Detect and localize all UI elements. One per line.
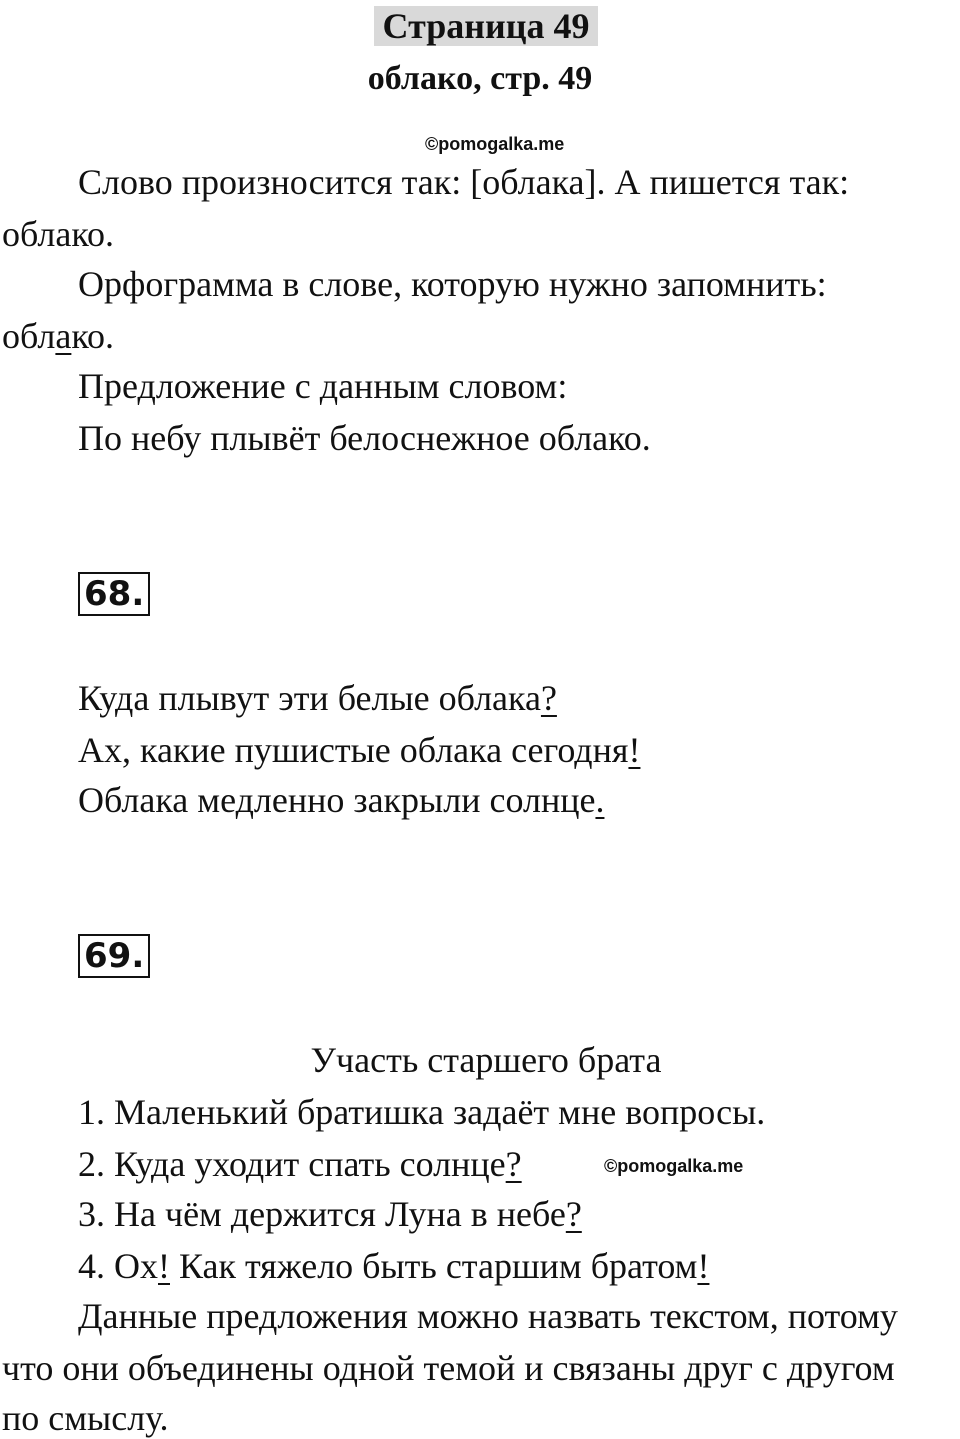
watermark-inline: ©pomogalka.me	[604, 1156, 744, 1176]
orthogram-word: облако.	[2, 316, 115, 356]
conclusion-line: что они объединены одной темой и связаны друг с другом	[2, 1348, 895, 1388]
paragraph-line: Предложение с данным словом:	[78, 366, 568, 406]
list-item: 1. Маленький братишка задаёт мне вопросы.	[78, 1092, 766, 1132]
watermark-top: ©pomogalka.me	[425, 134, 565, 154]
paragraph-line: облако.	[2, 214, 115, 254]
conclusion-line: по смыслу.	[2, 1398, 169, 1438]
page-title: Страница 49	[374, 6, 598, 46]
sentence-1: Куда плывут эти белые облака?	[78, 678, 557, 718]
page-subtitle: облако, стр. 49	[367, 60, 593, 97]
exercise-number-68: 68.	[78, 572, 150, 616]
sentence-2: Ах, какие пушистые облака сегодня!	[78, 730, 641, 770]
sentence-3: Облака медленно закрыли солнце.	[78, 780, 605, 820]
paragraph-line: Слово произносится так: [облака]. А пишется так:	[78, 162, 850, 202]
list-item: 4. Ох! Как тяжело быть старшим братом!	[78, 1246, 710, 1286]
underlined-letter: а	[55, 316, 72, 356]
exercise-number-69: 69.	[78, 934, 150, 978]
list-item: 2. Куда уходит спать солнце?	[78, 1144, 522, 1184]
paragraph-line: Орфограмма в слове, которую нужно запомнить:	[78, 264, 827, 304]
conclusion-line: Данные предложения можно назвать текстом, потому	[78, 1296, 898, 1336]
text-heading: Участь старшего брата	[310, 1040, 662, 1080]
example-sentence: По небу плывёт белоснежное облако.	[78, 418, 651, 458]
list-item: 3. На чём держится Луна в небе?	[78, 1194, 582, 1234]
